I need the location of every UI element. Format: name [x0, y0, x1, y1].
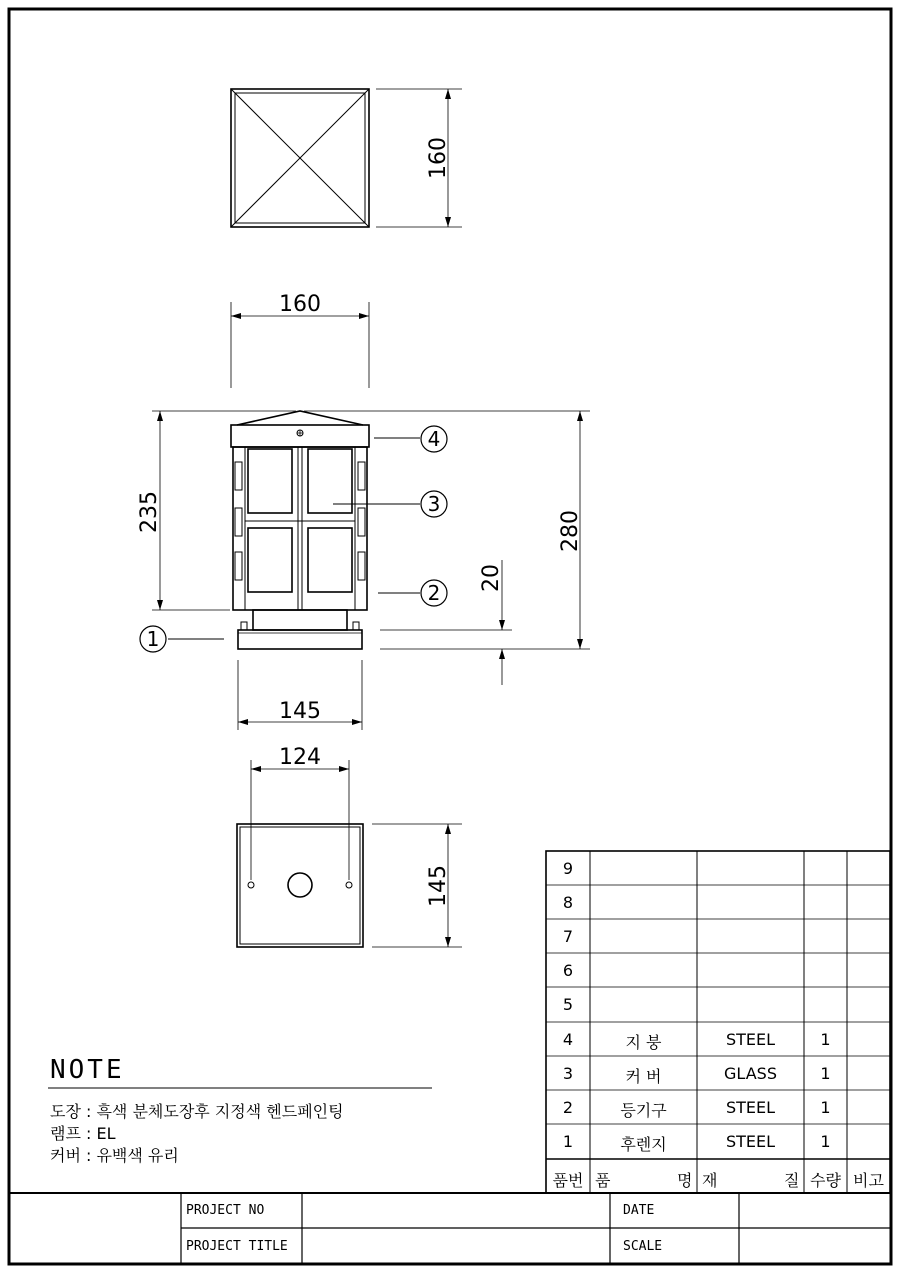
- table-cell-material: GLASS: [724, 1064, 777, 1083]
- balloon-4-label: 4: [427, 427, 441, 451]
- title-block-grid: [9, 1193, 891, 1264]
- note-line-lamp: 램프 : EL: [50, 1124, 116, 1143]
- dim-top-height: 160: [426, 137, 451, 179]
- table-cell-qty: 1: [820, 1132, 831, 1151]
- table-cell-material: STEEL: [725, 1098, 776, 1117]
- bottom-view: [237, 824, 363, 947]
- balloon-4: [421, 426, 447, 452]
- dim-front-height-right: 280: [558, 510, 583, 552]
- table-cell-qty: 1: [820, 1098, 831, 1117]
- table-cell-no: 1: [562, 1132, 574, 1151]
- table-cell-name: 커 버: [625, 1067, 662, 1086]
- table-cell-no: 4: [562, 1030, 574, 1049]
- project-title-label: PROJECT TITLE: [186, 1239, 288, 1254]
- table-cell-name: 지 붕: [625, 1033, 662, 1052]
- balloon-3-label: 3: [427, 492, 441, 516]
- date-label: DATE: [623, 1203, 655, 1218]
- dim-bottom-height: 145: [426, 865, 451, 907]
- table-cell-no: 6: [562, 961, 574, 980]
- dim-front-width: 160: [279, 292, 321, 317]
- header-material-a: 재: [702, 1171, 718, 1190]
- hole-spacing-dimension: [251, 760, 349, 880]
- dim-base-width: 145: [279, 699, 321, 724]
- table-cell-no: 2: [562, 1098, 574, 1117]
- front-height-dimensions: [152, 411, 590, 685]
- table-cell-no: 5: [562, 995, 574, 1014]
- balloon-1: [140, 626, 166, 652]
- balloon-2: [421, 580, 447, 606]
- project-no-label: PROJECT NO: [186, 1203, 265, 1218]
- header-name-a: 품: [595, 1171, 611, 1190]
- scale-label: SCALE: [623, 1239, 663, 1254]
- table-cell-name: 등기구: [620, 1101, 667, 1120]
- balloon-2-label: 2: [427, 581, 441, 605]
- note-line-coating: 도장 : 흑색 분체도장후 지정색 헨드페인팅: [50, 1102, 344, 1121]
- table-cell-no: 9: [562, 859, 574, 878]
- header-qty: 수량: [810, 1171, 841, 1190]
- note-line-cover: 커버 : 유백색 유리: [50, 1146, 179, 1165]
- leaders: [168, 438, 420, 639]
- header-name-b: 명: [677, 1171, 693, 1190]
- balloon-1-label: 1: [146, 627, 160, 651]
- table-cell-no: 8: [562, 893, 574, 912]
- note-title: NOTE: [50, 1055, 125, 1085]
- table-cell-name: 후렌지: [620, 1135, 667, 1154]
- dim-front-height-left: 235: [137, 491, 162, 533]
- top-view: [231, 89, 369, 227]
- front-view: [231, 411, 369, 649]
- header-no: 품번: [552, 1171, 584, 1190]
- balloon-3: [421, 491, 447, 517]
- dim-hole-spacing: 124: [279, 745, 321, 770]
- table-cell-qty: 1: [820, 1064, 831, 1083]
- header-remark: 비고: [853, 1171, 884, 1190]
- dim-base-gap: 20: [479, 564, 504, 592]
- table-cell-no: 7: [562, 927, 574, 946]
- table-cell-material: STEEL: [725, 1132, 776, 1151]
- table-cell-qty: 1: [820, 1030, 831, 1049]
- header-material-b: 질: [784, 1171, 800, 1190]
- table-cell-no: 3: [562, 1064, 574, 1083]
- table-cell-material: STEEL: [725, 1030, 776, 1049]
